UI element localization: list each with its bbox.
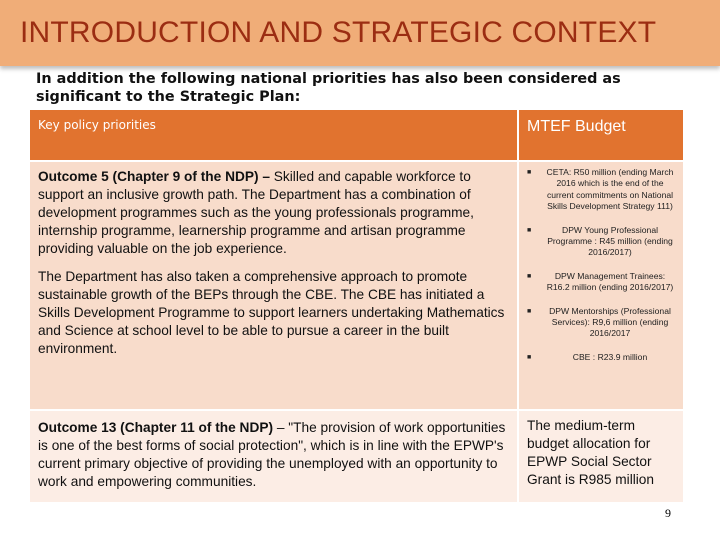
header-divider — [517, 110, 519, 160]
outcome-13-text — [38, 419, 513, 491]
outcome-5-text — [38, 168, 513, 258]
column-divider — [517, 411, 519, 502]
bullet-icon: ■ — [527, 307, 532, 315]
header-mtef-budget: MTEF Budget — [527, 118, 626, 135]
page-number: 9 — [665, 506, 671, 520]
epwp-budget-text: The medium-term budget allocation for EPWP Social Sector Grant is R985 million — [527, 418, 655, 488]
outcome-13-heading: Outcome 13 (Chapter 11 of the NDP) — [38, 420, 274, 435]
table-row — [30, 162, 683, 409]
table-row — [30, 411, 683, 502]
cbe-approach-text: The Department has also taken a comprehensive approach to promote sustainable growth of the BEPs through the CBE. The CBE has initiated a Skills Development Programme to support learners undertaking Mathematics and Science at school level to be able to pursue a career in the built environment. — [38, 269, 505, 357]
intro-text: In addition the following national priorities has also been considered as significant to the Strategic Plan: — [36, 71, 621, 105]
outcome-5-heading: Outcome 5 (Chapter 9 of the NDP) – — [38, 169, 270, 184]
list-item: ■ CBE : R23.9 million — [527, 351, 648, 362]
title-bar — [0, 0, 720, 66]
header-key-policy-priorities: Key policy priorities — [38, 118, 156, 132]
list-item: ■ DPW Mentorships (Professional Services): R9,6 million (ending 2016/2017 — [527, 305, 671, 339]
column-divider — [517, 162, 519, 409]
bullet-icon: ■ — [527, 272, 532, 280]
table-header — [30, 110, 683, 160]
list-item: ■ DPW Management Trainees: R16.2 million (ending 2016/2017) — [527, 270, 674, 293]
bullet-icon: ■ — [527, 353, 532, 361]
outcome-5-body: Skilled and capable workforce to support an inclusive growth path. The Department has a combination of development programmes such as the young professionals programme, internship programme, learnership programme and artisan programme providing valuable on the job experience. — [38, 169, 474, 257]
list-item: ■ CETA: R50 million (ending March 2016 which is the end of the current commitments on National Skills Development Strategy 111) — [527, 167, 674, 212]
bullet-icon: ■ — [527, 226, 532, 234]
outcome-13-body: – "The provision of work opportunities is one of the best forms of social protection", which is in line with the EPWP's current primary objective of providing the unemployed with an opportunity to work and empowering communities. — [38, 420, 506, 490]
budget-list — [527, 167, 677, 375]
list-item: ■ DPW Young Professional Programme : R45 million (ending 2016/2017) — [527, 224, 673, 258]
bullet-icon: ■ — [527, 169, 532, 176]
slide-title: INTRODUCTION AND STRATEGIC CONTEXT — [20, 16, 657, 49]
